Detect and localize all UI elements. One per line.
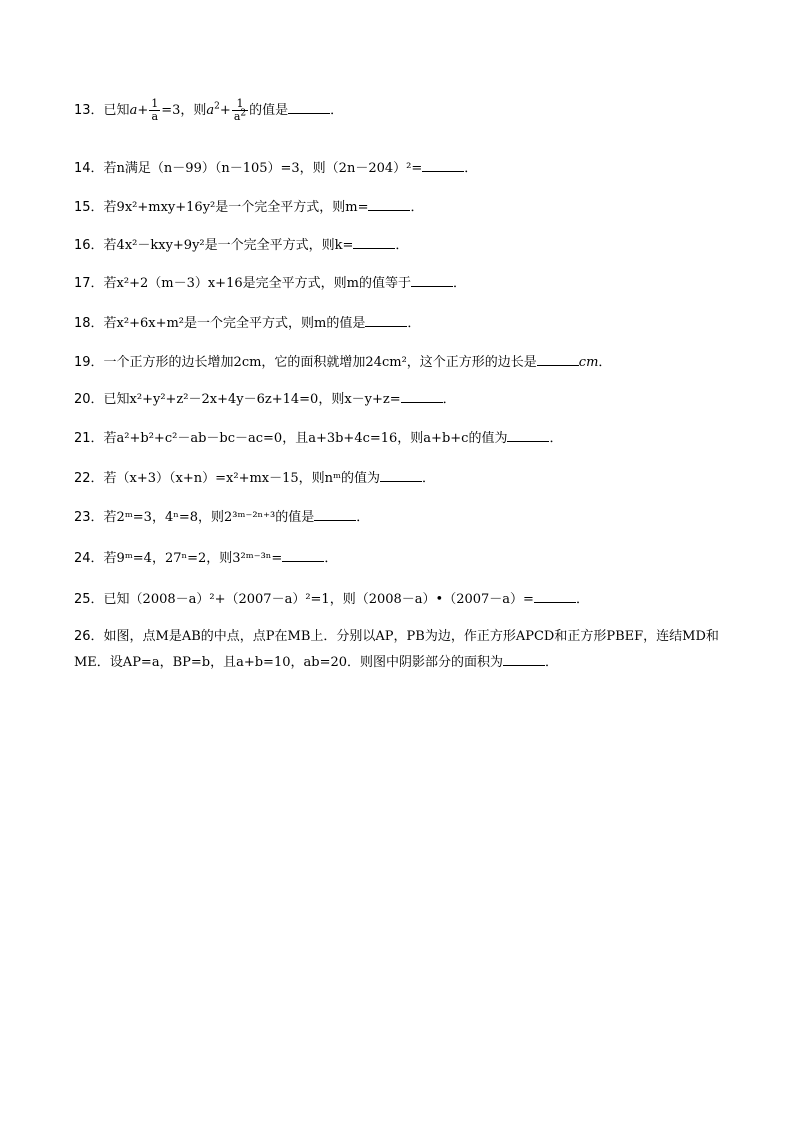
question-26	[74, 624, 724, 676]
period: ．	[575, 592, 589, 607]
question-text: 若n满足（n－99）（n－105）=3，则（2n－204）²=	[103, 161, 423, 176]
exponent: 2	[214, 101, 220, 112]
answer-blank[interactable]	[422, 159, 464, 172]
fraction-numerator: 1	[232, 98, 248, 111]
question-text: =3，则	[161, 103, 207, 118]
answer-blank[interactable]	[314, 508, 356, 521]
period: ．	[410, 200, 424, 215]
question-number: 20．	[74, 392, 104, 407]
operator: +	[137, 103, 149, 118]
question-16	[74, 236, 408, 255]
answer-blank[interactable]	[507, 429, 549, 442]
question-text: 若9ᵐ=4，27ⁿ=2，则3²ᵐ⁻³ⁿ=	[103, 551, 283, 566]
question-15	[74, 198, 423, 217]
question-13	[74, 98, 343, 123]
question-text: 若4x²－kxy+9y²是一个完全平方式，则k=	[103, 238, 354, 253]
denominator-base: a	[233, 110, 241, 123]
question-21	[74, 429, 562, 448]
period: ．	[442, 392, 456, 407]
question-number: 22．	[74, 471, 104, 486]
question-number: 15．	[74, 200, 104, 215]
answer-blank[interactable]	[537, 353, 579, 366]
answer-blank[interactable]	[401, 390, 443, 403]
question-22	[74, 469, 435, 488]
answer-blank[interactable]	[353, 236, 395, 249]
question-text: 若9x²+mxy+16y²是一个完全平方式，则m=	[103, 200, 369, 215]
question-number: 25．	[74, 592, 104, 607]
question-number: 14．	[74, 161, 104, 176]
question-20	[74, 390, 456, 409]
period: ．	[356, 510, 370, 525]
fraction-1	[149, 98, 160, 123]
fraction-numerator: 1	[151, 97, 159, 110]
period: ．	[452, 276, 466, 291]
fraction-2	[232, 98, 248, 123]
question-text: 若2ᵐ=3，4ⁿ=8，则2³ᵐ⁻²ⁿ⁺³的值是	[103, 510, 315, 525]
question-number: 24．	[74, 551, 104, 566]
period: ．	[464, 161, 478, 176]
period: ．	[549, 431, 563, 446]
question-number: 19．	[74, 355, 104, 370]
answer-blank[interactable]	[365, 314, 407, 327]
question-25	[74, 590, 589, 609]
answer-blank[interactable]	[282, 549, 324, 562]
question-number: 26．	[74, 629, 104, 644]
answer-blank[interactable]	[380, 469, 422, 482]
question-text: 已知	[103, 103, 130, 118]
period: ．	[598, 355, 612, 370]
question-number: 17．	[74, 276, 104, 291]
question-18	[74, 314, 420, 333]
question-text: 一个正方形的边长增加2cm，它的面积就增加24cm²，这个正方形的边长是	[103, 355, 537, 370]
question-text: 已知x²+y²+z²－2x+4y－6z+14=0，则x－y+z=	[103, 392, 401, 407]
answer-blank[interactable]	[368, 198, 410, 211]
question-19	[74, 353, 611, 372]
answer-blank[interactable]	[503, 653, 545, 666]
answer-blank[interactable]	[411, 274, 453, 287]
question-text: 已知（2008－a）²+（2007－a）²=1，则（2008－a）•（2007－a）=	[103, 592, 534, 607]
exponent: 2	[240, 108, 247, 119]
fraction-denominator: a	[151, 110, 159, 123]
question-number: 13．	[74, 103, 104, 118]
question-24	[74, 549, 337, 568]
period: ．	[395, 238, 409, 253]
period: ．	[324, 551, 338, 566]
unit: cm	[578, 355, 599, 370]
question-number: 16．	[74, 238, 104, 253]
period: ．	[545, 655, 559, 670]
question-text: 若a²+b²+c²－ab－bc－ac=0，且a+3b+4c=16，则a+b+c的值为	[103, 431, 508, 446]
question-text: 的值是	[249, 103, 289, 118]
question-number: 23．	[74, 510, 104, 525]
question-14	[74, 159, 477, 178]
period: ．	[422, 471, 436, 486]
variable: a	[129, 103, 138, 118]
variable: a	[206, 103, 215, 118]
period: ．	[407, 316, 421, 331]
operator: +	[219, 103, 231, 118]
question-17	[74, 274, 466, 293]
period: ．	[330, 103, 344, 118]
question-text: 若（x+3）（x+n）=x²+mx－15，则nᵐ的值为	[103, 471, 381, 486]
answer-blank[interactable]	[288, 101, 330, 114]
fraction-denominator	[232, 108, 248, 123]
question-number: 21．	[74, 431, 104, 446]
answer-blank[interactable]	[534, 590, 576, 603]
question-23	[74, 508, 369, 527]
question-text: 若x²+2（m－3）x+16是完全平方式，则m的值等于	[103, 276, 411, 291]
question-number: 18．	[74, 316, 104, 331]
question-text: 若x²+6x+m²是一个完全平方式，则m的值是	[103, 316, 366, 331]
question-text: 如图，点M是AB的中点，点P在MB上．分别以AP，PB为边，作正方形APCD和正方形PBEF，连结MD和ME．设AP=a，BP=b，且a+b=10，ab=20．则图中阴影部分的面积为	[74, 629, 719, 670]
